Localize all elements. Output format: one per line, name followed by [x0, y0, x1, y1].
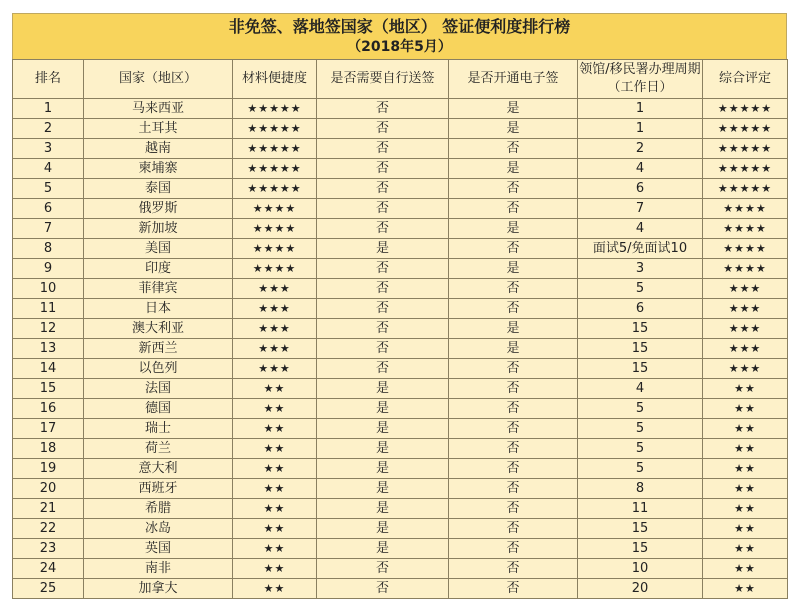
cell-e-visa: 是: [449, 119, 578, 139]
cell-material-ease: ★★★★★: [233, 139, 317, 159]
cell-country: 土耳其: [84, 119, 233, 139]
cell-rank: 16: [13, 399, 84, 419]
cell-country: 新西兰: [84, 339, 233, 359]
cell-material-ease: ★★★: [233, 299, 317, 319]
cell-overall-rating: ★★★: [703, 319, 788, 339]
table-row: [13, 539, 788, 559]
cell-rank: 15: [13, 379, 84, 399]
cell-self-submission: 否: [317, 219, 449, 239]
cell-processing-days: 5: [578, 399, 703, 419]
cell-rank: 1: [13, 99, 84, 119]
cell-overall-rating: ★★★★★: [703, 119, 788, 139]
header-rank: 排名: [13, 60, 84, 99]
cell-country: 马来西亚: [84, 99, 233, 119]
header-material-ease: 材料便捷度: [233, 60, 317, 99]
cell-country: 加拿大: [84, 579, 233, 599]
cell-rank: 9: [13, 259, 84, 279]
cell-processing-days: 8: [578, 479, 703, 499]
cell-material-ease: ★★★★: [233, 219, 317, 239]
cell-overall-rating: ★★: [703, 559, 788, 579]
cell-e-visa: 否: [449, 379, 578, 399]
table-row: [13, 239, 788, 259]
cell-e-visa: 否: [449, 579, 578, 599]
cell-country: 新加坡: [84, 219, 233, 239]
cell-self-submission: 否: [317, 319, 449, 339]
cell-self-submission: 否: [317, 279, 449, 299]
cell-processing-days: 10: [578, 559, 703, 579]
cell-material-ease: ★★★★: [233, 199, 317, 219]
table-row: [13, 359, 788, 379]
cell-overall-rating: ★★★: [703, 279, 788, 299]
cell-self-submission: 是: [317, 459, 449, 479]
cell-processing-days: 6: [578, 179, 703, 199]
cell-material-ease: ★★★: [233, 279, 317, 299]
cell-country: 泰国: [84, 179, 233, 199]
cell-country: 俄罗斯: [84, 199, 233, 219]
cell-processing-days: 15: [578, 519, 703, 539]
cell-e-visa: 否: [449, 139, 578, 159]
cell-overall-rating: ★★★★★: [703, 139, 788, 159]
cell-country: 法国: [84, 379, 233, 399]
cell-processing-days: 15: [578, 339, 703, 359]
cell-overall-rating: ★★: [703, 419, 788, 439]
cell-e-visa: 是: [449, 159, 578, 179]
cell-e-visa: 否: [449, 399, 578, 419]
cell-material-ease: ★★: [233, 559, 317, 579]
cell-e-visa: 是: [449, 99, 578, 119]
cell-rank: 22: [13, 519, 84, 539]
cell-country: 柬埔寨: [84, 159, 233, 179]
cell-e-visa: 否: [449, 459, 578, 479]
cell-rank: 10: [13, 279, 84, 299]
cell-self-submission: 否: [317, 159, 449, 179]
cell-self-submission: 否: [317, 119, 449, 139]
cell-processing-days: 1: [578, 99, 703, 119]
cell-self-submission: 是: [317, 419, 449, 439]
cell-self-submission: 否: [317, 179, 449, 199]
cell-processing-days: 7: [578, 199, 703, 219]
cell-e-visa: 否: [449, 479, 578, 499]
cell-processing-days: 3: [578, 259, 703, 279]
cell-rank: 14: [13, 359, 84, 379]
table-row: [13, 279, 788, 299]
cell-rank: 18: [13, 439, 84, 459]
cell-self-submission: 否: [317, 299, 449, 319]
cell-overall-rating: ★★★: [703, 299, 788, 319]
header-e-visa: 是否开通电子签: [449, 60, 578, 99]
cell-country: 日本: [84, 299, 233, 319]
cell-e-visa: 是: [449, 319, 578, 339]
cell-e-visa: 否: [449, 239, 578, 259]
cell-rank: 19: [13, 459, 84, 479]
cell-e-visa: 否: [449, 199, 578, 219]
cell-processing-days: 5: [578, 439, 703, 459]
cell-self-submission: 否: [317, 359, 449, 379]
cell-rank: 5: [13, 179, 84, 199]
cell-material-ease: ★★: [233, 519, 317, 539]
table-row: [13, 199, 788, 219]
cell-country: 越南: [84, 139, 233, 159]
page-title: 非免签、落地签国家（地区） 签证便利度排行榜: [228, 17, 571, 36]
cell-rank: 20: [13, 479, 84, 499]
cell-overall-rating: ★★: [703, 439, 788, 459]
cell-processing-days: 11: [578, 499, 703, 519]
cell-overall-rating: ★★★: [703, 359, 788, 379]
cell-self-submission: 是: [317, 519, 449, 539]
cell-e-visa: 是: [449, 339, 578, 359]
table-row: [13, 559, 788, 579]
table-row: [13, 479, 788, 499]
cell-material-ease: ★★: [233, 539, 317, 559]
cell-overall-rating: ★★★★: [703, 199, 788, 219]
page-subtitle: （2018年5月）: [347, 39, 452, 55]
cell-self-submission: 否: [317, 139, 449, 159]
cell-processing-days: 15: [578, 359, 703, 379]
cell-material-ease: ★★: [233, 479, 317, 499]
cell-self-submission: 是: [317, 499, 449, 519]
cell-self-submission: 否: [317, 559, 449, 579]
cell-country: 英国: [84, 539, 233, 559]
table-row: [13, 299, 788, 319]
cell-material-ease: ★★: [233, 379, 317, 399]
cell-material-ease: ★★★★★: [233, 119, 317, 139]
cell-overall-rating: ★★★★★: [703, 179, 788, 199]
cell-country: 希腊: [84, 499, 233, 519]
table-row: [13, 319, 788, 339]
cell-e-visa: 否: [449, 499, 578, 519]
cell-e-visa: 否: [449, 419, 578, 439]
table-row: [13, 139, 788, 159]
cell-self-submission: 是: [317, 379, 449, 399]
cell-processing-days: 面试5/免面试10: [578, 239, 703, 259]
visa-ranking-document: [12, 13, 787, 599]
cell-self-submission: 是: [317, 399, 449, 419]
cell-country: 澳大利亚: [84, 319, 233, 339]
cell-e-visa: 否: [449, 559, 578, 579]
header-processing-days: 领馆/移民署办理周期（工作日）: [578, 60, 703, 99]
cell-country: 南非: [84, 559, 233, 579]
cell-rank: 7: [13, 219, 84, 239]
cell-rank: 21: [13, 499, 84, 519]
title-banner: [12, 13, 787, 59]
cell-overall-rating: ★★: [703, 479, 788, 499]
cell-material-ease: ★★: [233, 399, 317, 419]
cell-material-ease: ★★★★: [233, 259, 317, 279]
cell-rank: 4: [13, 159, 84, 179]
cell-country: 冰岛: [84, 519, 233, 539]
cell-processing-days: 6: [578, 299, 703, 319]
table-row: [13, 259, 788, 279]
cell-rank: 17: [13, 419, 84, 439]
cell-country: 印度: [84, 259, 233, 279]
cell-material-ease: ★★★★★: [233, 179, 317, 199]
cell-rank: 12: [13, 319, 84, 339]
cell-overall-rating: ★★★★★: [703, 159, 788, 179]
cell-rank: 11: [13, 299, 84, 319]
cell-processing-days: 15: [578, 539, 703, 559]
cell-rank: 24: [13, 559, 84, 579]
cell-processing-days: 5: [578, 419, 703, 439]
table-row: [13, 179, 788, 199]
cell-overall-rating: ★★★★: [703, 239, 788, 259]
cell-self-submission: 是: [317, 479, 449, 499]
cell-rank: 2: [13, 119, 84, 139]
table-row: [13, 519, 788, 539]
table-row: [13, 499, 788, 519]
ranking-table: [12, 59, 788, 599]
cell-self-submission: 否: [317, 579, 449, 599]
cell-self-submission: 是: [317, 439, 449, 459]
cell-country: 意大利: [84, 459, 233, 479]
cell-material-ease: ★★: [233, 439, 317, 459]
cell-rank: 8: [13, 239, 84, 259]
cell-rank: 23: [13, 539, 84, 559]
cell-e-visa: 否: [449, 299, 578, 319]
cell-overall-rating: ★★: [703, 379, 788, 399]
cell-self-submission: 否: [317, 259, 449, 279]
cell-overall-rating: ★★★★: [703, 259, 788, 279]
cell-material-ease: ★★: [233, 579, 317, 599]
cell-processing-days: 4: [578, 379, 703, 399]
header-overall-rating: 综合评定: [703, 60, 788, 99]
cell-rank: 6: [13, 199, 84, 219]
cell-overall-rating: ★★: [703, 519, 788, 539]
cell-processing-days: 5: [578, 279, 703, 299]
cell-processing-days: 1: [578, 119, 703, 139]
cell-rank: 25: [13, 579, 84, 599]
table-row: [13, 379, 788, 399]
cell-material-ease: ★★★: [233, 319, 317, 339]
table-row: [13, 339, 788, 359]
cell-processing-days: 4: [578, 219, 703, 239]
cell-material-ease: ★★: [233, 459, 317, 479]
cell-self-submission: 否: [317, 199, 449, 219]
cell-processing-days: 5: [578, 459, 703, 479]
cell-rank: 13: [13, 339, 84, 359]
table-row: [13, 99, 788, 119]
cell-processing-days: 4: [578, 159, 703, 179]
cell-overall-rating: ★★: [703, 459, 788, 479]
cell-e-visa: 否: [449, 539, 578, 559]
table-row: [13, 419, 788, 439]
cell-material-ease: ★★★★★: [233, 159, 317, 179]
table-row: [13, 459, 788, 479]
cell-e-visa: 是: [449, 219, 578, 239]
cell-overall-rating: ★★★★★: [703, 99, 788, 119]
cell-e-visa: 否: [449, 439, 578, 459]
cell-material-ease: ★★★★★: [233, 99, 317, 119]
table-row: [13, 579, 788, 599]
cell-self-submission: 是: [317, 239, 449, 259]
cell-material-ease: ★★: [233, 419, 317, 439]
cell-e-visa: 否: [449, 519, 578, 539]
table-row: [13, 119, 788, 139]
cell-processing-days: 20: [578, 579, 703, 599]
table-row: [13, 439, 788, 459]
cell-self-submission: 是: [317, 539, 449, 559]
cell-overall-rating: ★★★★: [703, 219, 788, 239]
header-self-submission: 是否需要自行送签: [317, 60, 449, 99]
cell-e-visa: 是: [449, 259, 578, 279]
cell-overall-rating: ★★: [703, 539, 788, 559]
cell-e-visa: 否: [449, 359, 578, 379]
cell-material-ease: ★★★: [233, 339, 317, 359]
cell-overall-rating: ★★: [703, 579, 788, 599]
cell-e-visa: 否: [449, 279, 578, 299]
header-country: 国家（地区）: [84, 60, 233, 99]
cell-processing-days: 2: [578, 139, 703, 159]
cell-country: 美国: [84, 239, 233, 259]
cell-country: 瑞士: [84, 419, 233, 439]
cell-country: 荷兰: [84, 439, 233, 459]
cell-country: 德国: [84, 399, 233, 419]
table-row: [13, 219, 788, 239]
cell-self-submission: 否: [317, 99, 449, 119]
cell-material-ease: ★★★: [233, 359, 317, 379]
cell-processing-days: 15: [578, 319, 703, 339]
table-row: [13, 159, 788, 179]
cell-country: 菲律宾: [84, 279, 233, 299]
cell-overall-rating: ★★★: [703, 339, 788, 359]
cell-material-ease: ★★★★: [233, 239, 317, 259]
cell-overall-rating: ★★: [703, 399, 788, 419]
cell-e-visa: 否: [449, 179, 578, 199]
cell-rank: 3: [13, 139, 84, 159]
cell-country: 以色列: [84, 359, 233, 379]
cell-overall-rating: ★★: [703, 499, 788, 519]
table-header-row: [13, 60, 788, 99]
cell-self-submission: 否: [317, 339, 449, 359]
cell-country: 西班牙: [84, 479, 233, 499]
table-row: [13, 399, 788, 419]
cell-material-ease: ★★: [233, 499, 317, 519]
